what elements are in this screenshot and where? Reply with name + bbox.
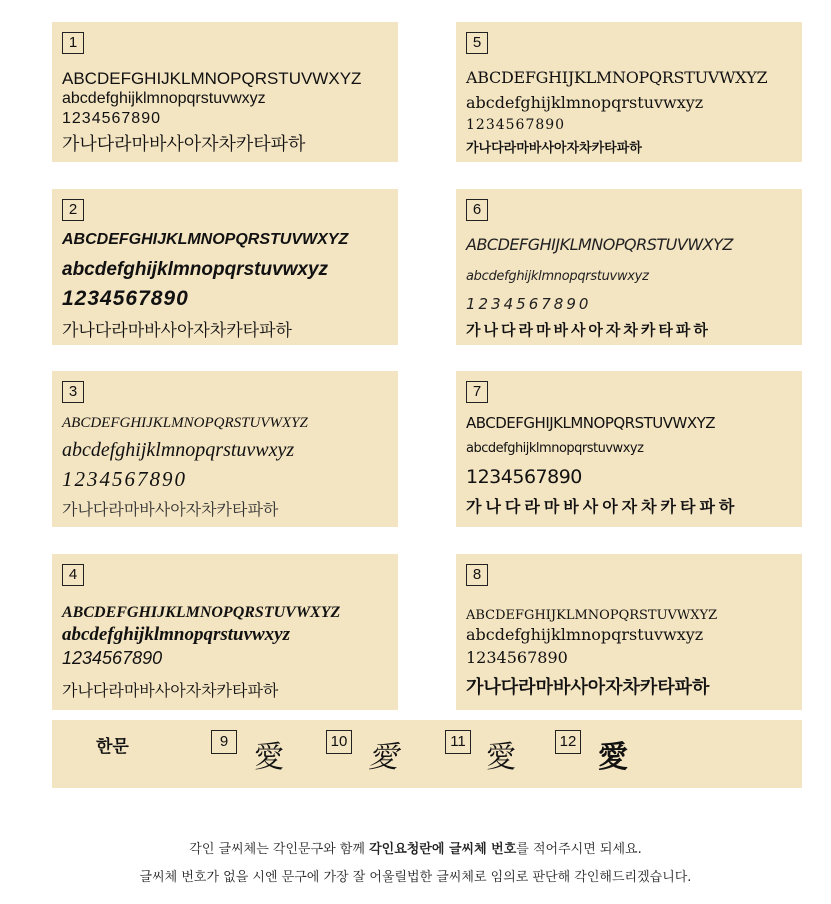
footer-note-1	[0, 838, 831, 857]
hanja-char: 愛	[368, 740, 398, 775]
font-sample-8	[456, 554, 802, 710]
font-sample-1	[52, 22, 398, 162]
sample-uppercase: ABCDEFGHIJKLMNOPQRSTUVWXYZ	[466, 68, 768, 87]
sample-uppercase: ABCDEFGHIJKLMNOPQRSTUVWXYZ	[62, 415, 308, 431]
font-sample-5	[456, 22, 802, 162]
sample-lowercase: abcdefghijklmnopqrstuvwxyz	[62, 90, 266, 107]
font-sample-3	[52, 371, 398, 527]
sample-lowercase: abcdefghijklmnopqrstuvwxyz	[62, 624, 291, 645]
sample-digits: 1234567890	[62, 110, 161, 127]
sample-korean: 가나다라마바사아자차카타파하	[62, 683, 279, 700]
sample-lowercase: abcdefghijklmnopqrstuvwxyz	[466, 625, 704, 644]
hanja-char: 愛	[254, 740, 284, 775]
sample-uppercase: ABCDEFGHIJKLMNOPQRSTUVWXYZ	[466, 235, 733, 254]
footer-note-2: 글씨체 번호가 없을 시엔 문구에 가장 잘 어울릴법한 글씨체로 임의로 판단해 각인해드리겠습니다.	[139, 870, 692, 885]
sample-number: 4	[62, 564, 84, 586]
sample-number: 1	[62, 32, 84, 54]
font-sample-2	[52, 189, 398, 345]
sample-lowercase: abcdefghijklmnopqrstuvwxyz	[466, 93, 704, 112]
hanja-number: 10	[326, 730, 352, 754]
sample-uppercase: ABCDEFGHIJKLMNOPQRSTUVWXYZ	[62, 69, 362, 88]
hanja-number: 12	[555, 730, 581, 754]
sample-digits: 1234567890	[466, 466, 582, 488]
hanja-char: 愛	[598, 740, 628, 775]
sample-lowercase: abcdefghijklmnopqrstuvwxyz	[62, 259, 329, 280]
sample-korean: 가나다라마바사아자차카타파하	[466, 322, 711, 339]
sample-digits: 1234567890	[466, 295, 592, 313]
hanja-char: 愛	[486, 740, 516, 775]
hanja-number: 11	[445, 730, 471, 754]
font-sample-6	[456, 189, 802, 345]
sample-korean: 가나다라마바사아자차카타파하	[466, 140, 642, 155]
sample-uppercase: ABCDEFGHIJKLMNOPQRSTUVWXYZ	[62, 604, 341, 621]
sample-lowercase: abcdefghijklmnopqrstuvwxyz	[466, 441, 644, 456]
font-sample-7	[456, 371, 802, 527]
sample-digits: 1234567890	[466, 648, 568, 667]
footer-text: 를 적어주시면 되세요.	[516, 842, 642, 857]
sample-korean: 가나다라마바사아자차카타파하	[62, 134, 306, 154]
sample-digits: 1234567890	[62, 648, 163, 668]
sample-korean: 가나다라마바사아자차카타파하	[466, 499, 739, 516]
sample-number: 5	[466, 32, 488, 54]
sample-korean: 가나다라마바사아자차카타파하	[62, 321, 292, 340]
sample-digits: 1234567890	[62, 287, 189, 310]
sample-uppercase: ABCDEFGHIJKLMNOPQRSTUVWXYZ	[466, 414, 716, 432]
sample-lowercase: abcdefghijklmnopqrstuvwxyz	[466, 269, 649, 284]
sample-number: 6	[466, 199, 488, 221]
sample-digits: 1234567890	[466, 117, 566, 133]
footer-text: 각인 글씨체는 각인문구와 함께	[189, 842, 370, 857]
sample-number: 8	[466, 564, 488, 586]
hanja-number: 9	[211, 730, 237, 754]
footer-emphasis: 각인요청란에 글씨체 번호	[369, 842, 517, 857]
font-sample-4	[52, 554, 398, 710]
sample-digits: 1234567890	[62, 467, 187, 491]
sample-korean: 가나다라마바사아자차카타파하	[62, 502, 279, 519]
sample-lowercase: abcdefghijklmnopqrstuvwxyz	[62, 439, 295, 461]
sample-uppercase: ABCDEFGHIJKLMNOPQRSTUVWXYZ	[62, 231, 349, 248]
sample-number: 3	[62, 381, 84, 403]
hanja-label: 한문	[96, 737, 129, 757]
sample-number: 7	[466, 381, 488, 403]
sample-number: 2	[62, 199, 84, 221]
hanja-samples	[52, 720, 802, 788]
sample-korean: 가나다라마바사아자차카타파하	[466, 677, 710, 697]
sample-uppercase: ABCDEFGHIJKLMNOPQRSTUVWXYZ	[466, 608, 718, 623]
